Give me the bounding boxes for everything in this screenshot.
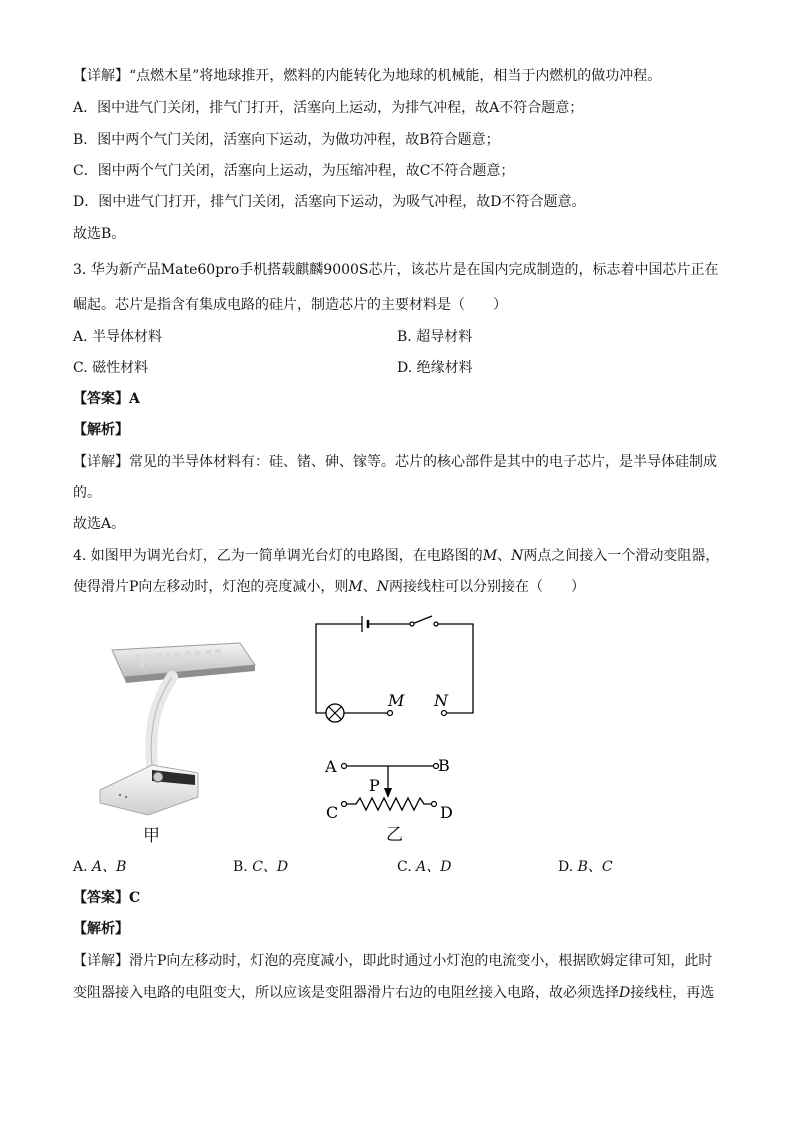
q4-option-a: A. A、B: [73, 859, 127, 875]
q4-analysis-heading: 【解析】: [73, 921, 129, 937]
desk-lamp-image: [90, 625, 270, 820]
terminal-label-n: N: [434, 691, 448, 710]
option-analysis-c: C．图中两个气门关闭，活塞向上运动，为压缩冲程，故C不符合题意；: [73, 163, 515, 179]
q3-option-c: C. 磁性材料: [73, 360, 149, 376]
figure-caption-jia: 甲: [143, 826, 160, 846]
q3-option-d: D. 绝缘材料: [397, 360, 473, 376]
circuit-diagram: [300, 610, 480, 850]
q4-stem-line1: 4. 如图甲为调光台灯，乙为一简单调光台灯的电路图，在电路图的M、N两点之间接入一个滑动变阻器，: [73, 548, 720, 564]
figure-caption-yi: 乙: [386, 825, 403, 845]
terminal-label-m: M: [388, 691, 405, 710]
q4-answer: 【答案】C: [73, 890, 141, 906]
q3-option-b: B. 超导材料: [397, 329, 473, 345]
q3-analysis-heading: 【解析】: [73, 422, 129, 438]
option-analysis-b: B．图中两个气门关闭，活塞向下运动，为做功冲程，故B符合题意；: [73, 132, 500, 148]
q4-detail-line2: 变阻器接入电路的电阻变大，所以应该是变阻器滑片右边的电阻丝接入电路，故必须选择D接线柱，再选: [73, 985, 715, 1001]
option-analysis-a: A．图中进气门关闭，排气门打开，活塞向上运动，为排气冲程，故A不符合题意；: [73, 100, 584, 116]
q3-answer: 【答案】A: [73, 391, 140, 407]
q4-option-d: D. B、C: [558, 859, 613, 875]
detail-line: 【详解】“点燃木星”将地球推开，燃料的内能转化为地球的机械能，相当于内燃机的做功冲程。: [73, 68, 662, 84]
q3-detail-line2: 的。: [73, 485, 101, 501]
q4-stem-line2: 使得滑片P向左移动时，灯泡的亮度减小，则M、N两接线柱可以分别接在（ ）: [73, 579, 586, 595]
q3-option-a: A. 半导体材料: [73, 329, 163, 345]
terminal-label-d: D: [440, 803, 453, 822]
q3-conclusion: 故选A。: [73, 516, 126, 532]
q4-option-c: C. A、D: [397, 859, 452, 875]
terminal-label-a: A: [325, 757, 337, 776]
slider-label-p: P: [369, 776, 380, 795]
q3-stem-line2: 崛起。芯片是指含有集成电路的硅片，制造芯片的主要材料是（ ）: [73, 297, 507, 313]
option-analysis-d: D．图中进气门打开，排气门关闭，活塞向下运动，为吸气冲程，故D不符合题意。: [73, 194, 586, 210]
q4-option-b: B. C、D: [233, 859, 289, 875]
terminal-label-c: C: [326, 803, 339, 822]
q4-detail-line1: 【详解】滑片P向左移动时，灯泡的亮度减小，即此时通过小灯泡的电流变小，根据欧姆定律可知，此时: [73, 953, 713, 969]
terminal-label-b: B: [438, 756, 450, 775]
q3-detail-line1: 【详解】常见的半导体材料有：硅、锗、砷、镓等。芯片的核心部件是其中的电子芯片，是半导体硅制成: [73, 454, 717, 470]
conclusion: 故选B。: [73, 226, 126, 242]
q3-stem-line1: 3. 华为新产品Mate60pro手机搭载麒麟9000S芯片，该芯片是在国内完成制造的，标志着中国芯片正在: [73, 262, 719, 278]
